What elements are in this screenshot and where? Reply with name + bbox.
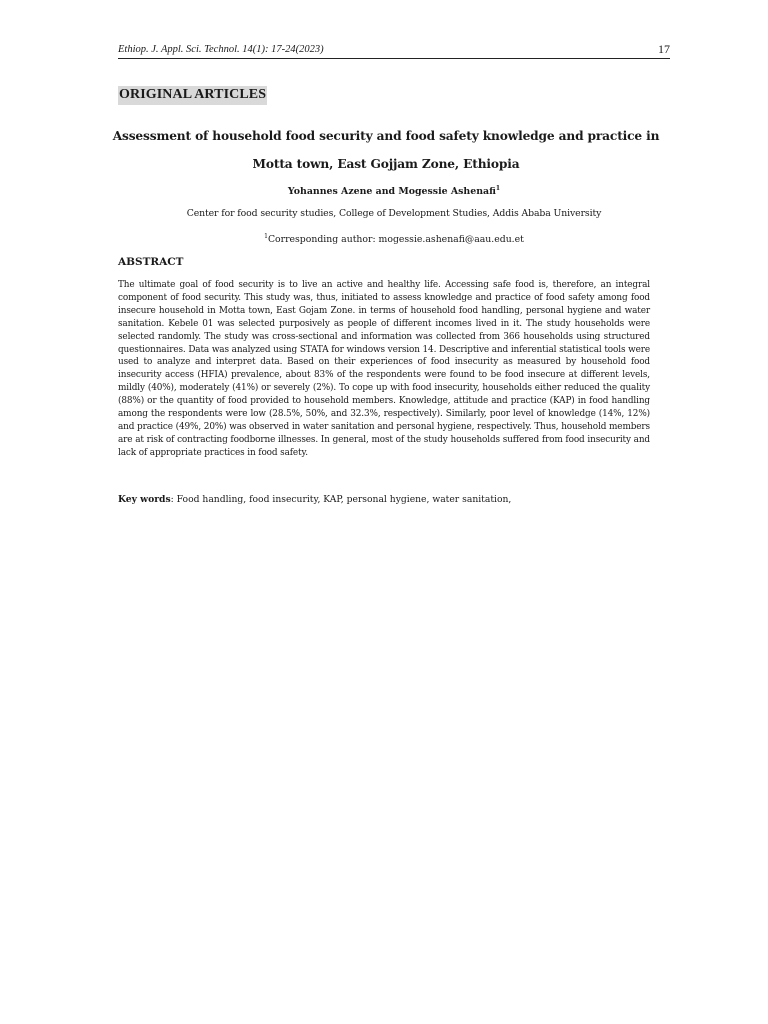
journal-citation: Ethiop. J. Appl. Sci. Technol. 14(1): 17-24(2023): [118, 44, 324, 55]
abstract-heading: ABSTRACT: [118, 256, 184, 268]
abstract-body: The ultimate goal of food security is to live an active and healthy life. Accessing safe food is, therefore, an integral component of food security. This study was, thus, initiated to assess knowledge and practice of food safety among food insecure household in Motta town, East Gojam Zone. in terms of household food handling, personal hygiene and water sanitation. Kebele 01 was selected purposively as people of different incomes lived in it. The study households were selected randomly. The study was cross-sectional and information was collected from 366 households using structured questionnaires. Data was analyzed using STATA for windows version 14. Descriptive and inferential statistical tools were used to analyze and interpret data. Based on their experiences of food insecurity as measured by household food insecurity access (HFIA) prevalence, about 83% of the respondents were found to be food insecure at different levels, mildly (40%), moderately (41%) or severely (2%). To cope up with food insecurity, households either reduced the quality (88%) or the quantity of food provided to household members. Knowledge, attitude and practice (KAP) in food handling among the respondents were low (28.5%, 50%, and 32.3%, respectively). Similarly, poor level of knowledge (14%, 12%) and practice (49%, 20%) was observed in water sanitation and personal hygiene, respectively. Thus, household members are at risk of contracting foodborne illnesses. In general, most of the study households suffered from food insecurity and lack of appropriate practices in food safety.: [118, 280, 650, 458]
corresponding-line: [118, 233, 670, 245]
section-label: ORIGINAL ARTICLES: [118, 86, 267, 105]
running-header: [118, 44, 670, 59]
authors: Yohannes Azene and Mogessie Ashenafi: [287, 186, 496, 198]
page-number: 17: [658, 42, 670, 56]
affiliation: Center for food security studies, College of Development Studies, Addis Ababa University: [186, 208, 602, 219]
article-title: Assessment of household food security and food safety knowledge and practice in Motta town, East Gojjam Zone, Ethiopia: [112, 129, 660, 171]
corresponding-mark: 1: [264, 233, 268, 240]
keywords-label: Key words: [118, 494, 171, 505]
author-line: [118, 185, 670, 197]
corresponding-author: Corresponding author: mogessie.ashenafi@aau.edu.et: [267, 234, 524, 246]
keywords-text: Food handling, food insecurity, KAP, personal hygiene, water sanitation,: [176, 494, 512, 505]
author-mark: 1: [495, 185, 501, 192]
keywords-separator: :: [170, 494, 177, 505]
keywords: [118, 494, 670, 505]
